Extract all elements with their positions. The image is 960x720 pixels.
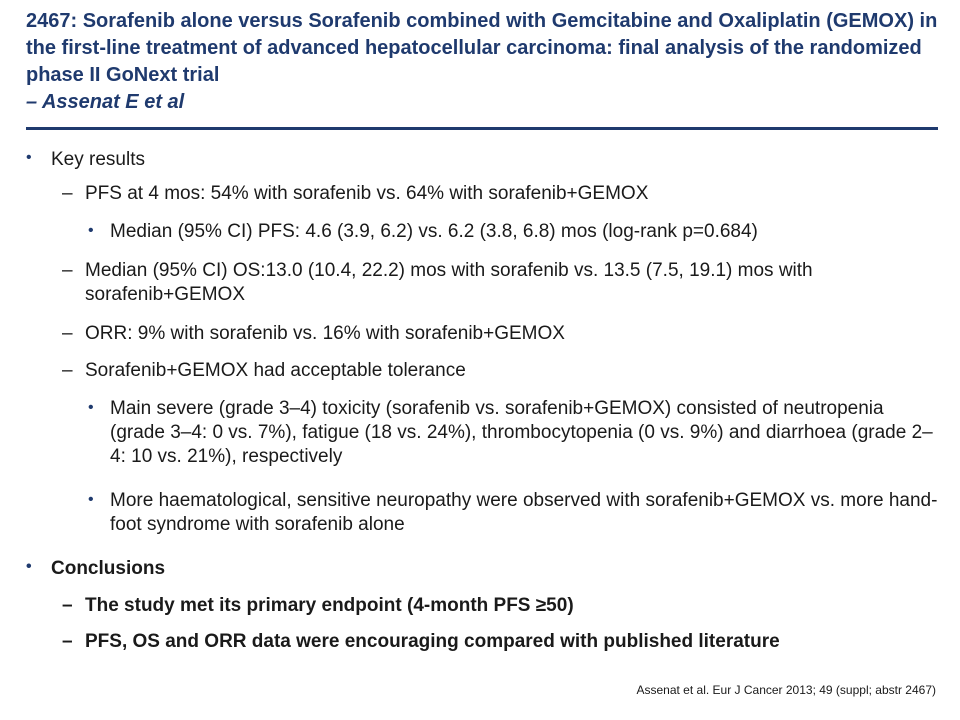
bullet-conclusions — [26, 557, 926, 581]
bullet-marker: • — [88, 399, 94, 416]
bullet-haematological — [88, 489, 938, 537]
bullet-median-os — [62, 259, 932, 307]
bullet-text: The study met its primary endpoint (4-month PFS ≥50) — [85, 595, 574, 616]
bullet-toxicity — [88, 397, 938, 469]
bullet-marker: • — [88, 491, 94, 508]
bullet-key-results — [26, 148, 926, 172]
dash-marker: – — [62, 260, 73, 281]
bullet-text: Median (95% CI) PFS: 4.6 (3.9, 6.2) vs. 6.2 (3.8, 6.8) mos (log-rank p=0.684) — [110, 221, 758, 242]
dash-marker: – — [62, 595, 73, 616]
bullet-primary-endpoint — [62, 594, 932, 618]
dash-marker: – — [62, 360, 73, 381]
bullet-median-pfs — [88, 220, 938, 244]
dash-marker: – — [62, 323, 73, 344]
bullet-text: PFS at 4 mos: 54% with sorafenib vs. 64% with sorafenib+GEMOX — [85, 183, 649, 204]
bullet-orr — [62, 322, 932, 346]
bullet-pfs — [62, 182, 932, 206]
bullet-text: More haematological, sensitive neuropathy were observed with sorafenib+GEMOX vs. more hand-foot syndrome with sorafenib alone — [110, 490, 938, 535]
bullet-text: Sorafenib+GEMOX had acceptable tolerance — [85, 360, 466, 381]
bullet-text: ORR: 9% with sorafenib vs. 16% with sorafenib+GEMOX — [85, 323, 565, 344]
bullet-marker: • — [26, 558, 32, 575]
bullet-marker: • — [88, 222, 94, 239]
bullet-encouraging — [62, 630, 932, 654]
citation: Assenat et al. Eur J Cancer 2013; 49 (suppl; abstr 2467) — [636, 683, 936, 697]
bullet-text: Median (95% CI) OS:13.0 (10.4, 22.2) mos with sorafenib vs. 13.5 (7.5, 19.1) mos with sorafenib+GEMOX — [85, 260, 813, 305]
title-divider — [26, 127, 938, 130]
bullet-tolerance — [62, 359, 932, 383]
bullet-text: Key results — [51, 149, 145, 170]
bullet-text: Conclusions — [51, 558, 166, 579]
bullet-marker: • — [26, 149, 32, 166]
bullet-text: PFS, OS and ORR data were encouraging compared with published literature — [85, 631, 780, 652]
dash-marker: – — [62, 631, 73, 652]
slide-title-text: 2467: Sorafenib alone versus Sorafenib combined with Gemcitabine and Oxaliplatin (GEMOX) in the first-line treatment of advanced hepatocellular carcinoma: final analysis of the randomized phase II GoNext trial — [26, 10, 938, 86]
slide-title — [26, 8, 941, 116]
dash-marker: – — [62, 183, 73, 204]
bullet-text: Main severe (grade 3–4) toxicity (sorafenib vs. sorafenib+GEMOX) consisted of neutropenia (grade 3–4: 0 vs. 7%), fatigue (18 vs. 24%), thrombocytopenia (0 vs. 9%) and diarrhoea (grade 2–4: 10 vs. 21%), respectively — [110, 398, 933, 467]
slide-author: – Assenat E et al — [26, 91, 185, 113]
